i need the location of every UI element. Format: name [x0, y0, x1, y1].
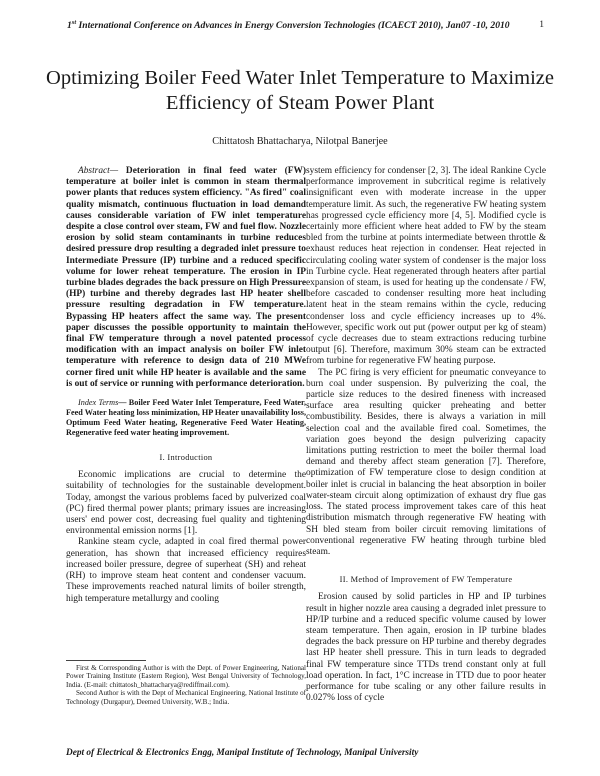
ordinal-suffix: st	[71, 19, 77, 26]
paragraph: system efficiency for condenser [2, 3]. The ideal Rankine Cycle performance improvement in subcritical regime is relatively insignificant even with moderate increase in the upper temperature limit. As such, the regenerative FW heating system has progressed cycle efficiency more [4, 5]. Modified cycle is certainly more efficient where heat added to FW by the steam bled from the turbine at points intermediate between throttle & exhaust reduces heat rejection in condenser. Heat rejected in circulating cooling water system of condenser is the major loss in Turbine cycle. Heat regenerated through heaters after partial expansion of steam, is used for heating up the condensate / FW, before cascaded to condenser resulting more heat including latent heat in the steam remains within the cycle, reducing condenser loss and cycle efficiency increases up to 4%. However, specific work out put (power output per kg of steam) of cycle decreases due to steam extractions reducing turbine output [6]. Therefore, maximum 30% steam can be extracted from turbine for regenerative FW heating purpose.	[306, 166, 546, 367]
conference-ordinal: 1	[67, 20, 72, 32]
footnote: First & Corresponding Author is with the Dept. of Power Engineering, National Power Training Institute (Eastern Region), West Bengal University of Technology, India. (E-mail: chittatosh_bhattacharya@rediffmail.com).	[66, 664, 306, 689]
right-column	[306, 166, 546, 704]
footnote: Second Author is with the Dept of Mechanical Engineering, National Institute of Technology (Durgapur), Deemed University, W.B.; India.	[66, 689, 306, 706]
abstract-label: Abstract—	[78, 166, 119, 176]
left-column	[66, 166, 306, 605]
abstract-text: Deterioration in final feed water (FW) temperature at boiler inlet is common in steam thermal power plants that reduces system efficiency. "As fired" coal quality mismatch, continuous fluctuation in load demand causes considerable variation of FW inlet temperature despite a close control over steam, FW and fuel flow. Nozzle erosion by solid steam contaminants in turbine reduces desired pressure drop resulting a degraded inlet pressure to Intermediate Pressure (IP) turbine and a reduced specific volume for lower reheat temperature. The erosion in IP turbine blades degrades the back pressure on High Pressure (HP) turbine and thereby degrades last HP heater shell pressure resulting degradation in FW temperature. Bypassing HP heaters affect the same way. The present paper discusses the possible opportunity to maintain the final FW temperature through a novel patented process modification with an impact analysis on boiler FW inlet temperature with reference to design data of 210 MWe corner fired unit while HP heater is available and the same is out of service or running with performance deterioration.	[66, 166, 306, 389]
paragraph: The PC firing is very efficient for pneumatic conveyance to burn coal under suspension. By pulverizing the coal, the particle size reduces to the desired fineness with increased surface area resulting quicker preheating and better combustibility. Besides, there is always a variation in mill selection coal and the available fired coal. Sometimes, the variation goes beyond the design pulverizing capacity limitations putting restriction to meet the boiler thermal load demand and thereby affect steam generation [7]. Therefore, optimization of FW temperature close to design condition at boiler inlet is crucial in balancing the heat absorption in boiler water-steam circuit along optimization of exhaust dry flue gas loss. The stated process improvement takes care of this heat distribution mismatch through regenerative FW heating with SH bled steam from boiler circuit removing limitations of conventional regenerative FW heating through turbine bled steam.	[306, 367, 546, 557]
index-terms	[66, 398, 306, 438]
conference-header	[67, 17, 547, 32]
paragraph: Economic implications are crucial to determine the suitability of technologies for the sustainable development. Today, amongst the various problems faced by pulverized coal (PC) fired thermal power plants; primary issues are increasing users' end power cost, decreasing fuel quality and tightening environmental emission norms [1].	[66, 470, 306, 537]
index-terms-label: Index Terms	[78, 398, 119, 408]
section-heading-introduction: I. Introduction	[159, 453, 213, 463]
index-terms-text: — Boiler Feed Water Inlet Temperature, Feed Water, Feed Water heating loss minimization, HP Heater unavailability loss, Optimum Feed Water heating, Regenerative Feed Water Heating, Regenerative feed water heating improvement.	[66, 398, 306, 438]
conference-name: International Conference on Advances in Energy Conversion Technologies (ICAECT 2010), Jan07 -10, 2010	[76, 20, 510, 32]
page-number: 1	[539, 19, 544, 30]
paragraph: Erosion caused by solid particles in HP and IP turbines result in higher nozzle area causing a degraded inlet pressure to HP/IP turbine and a reduced specific volume caused by lower steam temperature. Then again, erosion in IP turbine blades degrades the back pressure on HP turbine and thereby degrades last HP heater shell pressure. This in turn leads to degraded final FW temperature since TTDs trend constant only at full load operation. In fact, 1°C increase in TTD due to poor heater performance for tube scaling or any other failure results in 0.027% loss of cycle	[306, 592, 546, 704]
abstract	[66, 166, 306, 390]
footnotes	[66, 664, 306, 706]
paper-authors: Chittatosh Bhattacharya, Nilotpal Banerjee	[212, 136, 388, 147]
paper-title: Optimizing Boiler Feed Water Inlet Temperature to Maximize Efficiency of Steam Power Plant	[46, 67, 554, 114]
paragraph: Rankine steam cycle, adapted in coal fired thermal power generation, has shown that increased efficiency requires increased boiler pressure, degree of superheat (SH) and reheat (RH) to improve steam heat content and condenser vacuum. These improvements reached natural limits of boiler strength, high temperature metallurgy and cooling	[66, 537, 306, 604]
page-footer: Dept of Electrical & Electronics Engg, Manipal Institute of Technology, Manipal University	[66, 748, 419, 758]
footnote-divider	[66, 660, 146, 661]
section-heading-method: II. Method of Improvement of FW Temperature	[339, 575, 513, 585]
